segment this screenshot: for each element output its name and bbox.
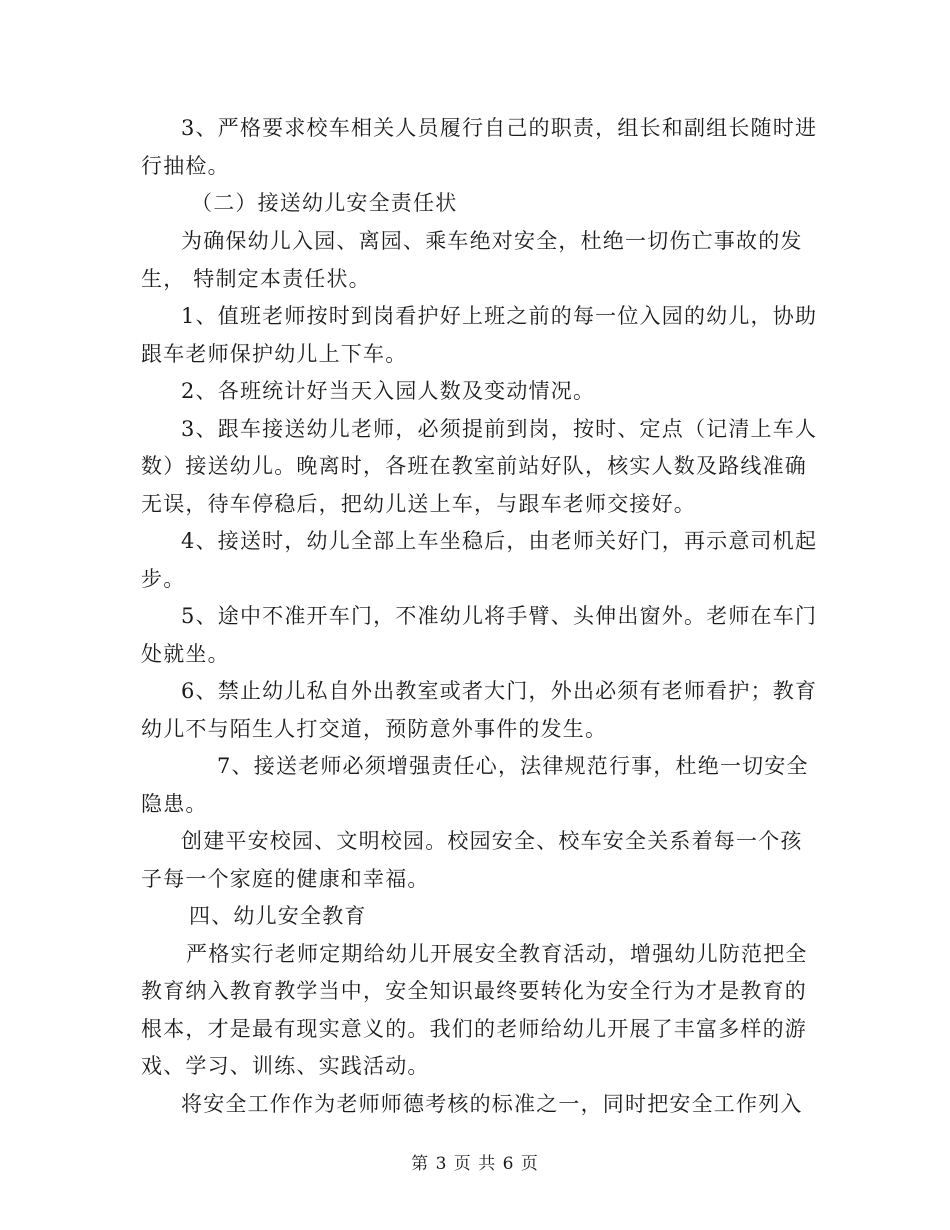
paragraph-line: 5、途中不准开车门，不准幼儿将手臂、头伸出窗外。老师在车门 xyxy=(181,604,818,628)
paragraph-line: 生， 特制定本责任状。 xyxy=(141,267,371,291)
paragraph-line: 4、接送时，幼儿全部上车坐稳后，由老师关好门，再示意司机起 xyxy=(181,529,818,553)
paragraph-line: 跟车老师保护幼儿上下车。 xyxy=(141,342,408,366)
paragraph-line: 步。 xyxy=(141,567,186,591)
paragraph-line: 幼儿不与陌生人打交道，预防意外事件的发生。 xyxy=(141,717,608,741)
paragraph-line: 隐患。 xyxy=(141,792,208,816)
paragraph-line: 教育纳入教育教学当中，安全知识最终要转化为安全行为才是教育的 xyxy=(141,979,807,1003)
paragraph-line: 根本，才是最有现实意义的。我们的老师给幼儿开展了丰富多样的游 xyxy=(141,1017,807,1041)
paragraph-line: 6、禁止幼儿私自外出教室或者大门，外出必须有老师看护；教育 xyxy=(181,679,818,703)
paragraph-line: 无误，待车停稳后，把幼儿送上车，与跟车老师交接好。 xyxy=(141,492,696,516)
paragraph-line: 为确保幼儿入园、离园、乘车绝对安全，杜绝一切伤亡事故的发 xyxy=(181,229,803,253)
paragraph-line: 行抽检。 xyxy=(141,154,230,178)
paragraph-line: 戏、学习、训练、实践活动。 xyxy=(141,1054,430,1078)
paragraph-line: 严格实行老师定期给幼儿开展安全教育活动，增强幼儿防范把全 xyxy=(186,942,808,966)
paragraph-line: 将安全工作作为老师师德考核的标准之一，同时把安全工作列入 xyxy=(181,1092,803,1116)
paragraph-line: 数）接送幼儿。晚离时，各班在教室前站好队，核实人数及路线准确 xyxy=(141,454,807,478)
page-number-footer: 第 3 页 共 6 页 xyxy=(411,1154,539,1174)
section-heading: 四、幼儿安全教育 xyxy=(189,904,367,928)
paragraph-line: 2、各班统计好当天入园人数及变动情况。 xyxy=(181,379,596,403)
paragraph-line: 子每一个家庭的健康和幸福。 xyxy=(141,867,430,891)
paragraph-line: 处就坐。 xyxy=(141,642,230,666)
paragraph-line: 3、跟车接送幼儿老师，必须提前到岗，按时、定点（记清上车人 xyxy=(181,417,818,441)
section-heading: （二）接送幼儿安全责任状 xyxy=(191,191,458,215)
paragraph-line: 7、接送老师必须增强责任心，法律规范行事，杜绝一切安全 xyxy=(217,754,809,778)
paragraph-line: 3、严格要求校车相关人员履行自己的职责，组长和副组长随时进 xyxy=(181,116,818,140)
paragraph-line: 1、值班老师按时到岗看护好上班之前的每一位入园的幼儿，协助 xyxy=(181,304,818,328)
paragraph-line: 创建平安校园、文明校园。校园安全、校车安全关系着每一个孩 xyxy=(181,829,803,853)
